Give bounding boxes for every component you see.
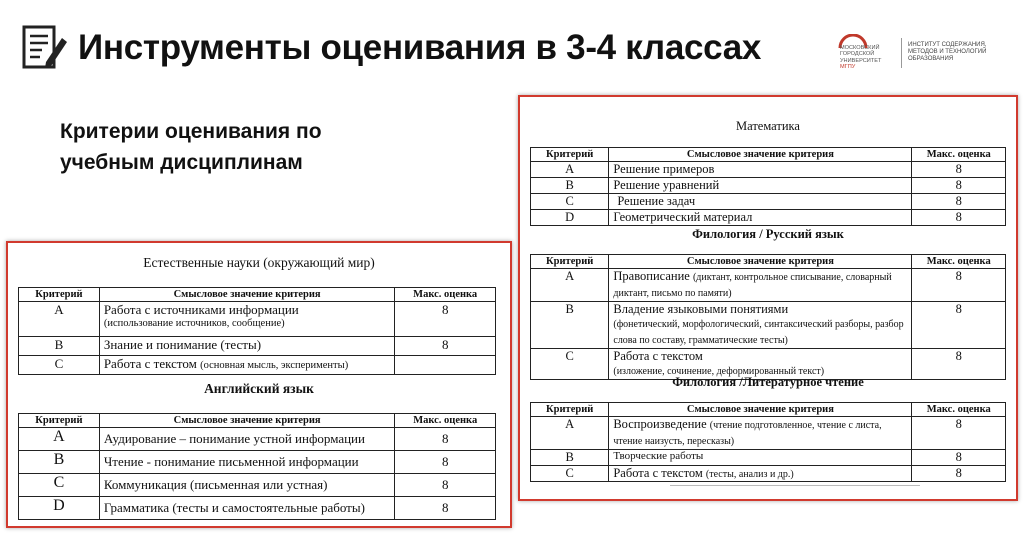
table-header-row: Критерий Смысловое значение критерия Макс. оценка <box>19 414 496 428</box>
table-row: C Коммуникация (письменная или устная) 8 <box>19 474 496 497</box>
table-row: C Работа с текстом (изложение, сочинение, деформированный текст) 8 <box>531 349 1006 380</box>
table-row: C Работа с текстом (тесты, анализ и др.) 8 <box>531 466 1006 482</box>
logo-divider <box>901 38 902 68</box>
table-row: A Аудирование – понимание устной информации 8 <box>19 428 496 451</box>
cropped-text-line <box>670 485 920 486</box>
science-heading: Естественные науки (окружающий мир) <box>143 255 375 270</box>
university-name: МОСКОВСКИЙ ГОРОДСКОЙ УНИВЕРСИТЕТ МГПУ <box>840 45 882 71</box>
table-row: B Владение языковыми понятиями (фонетический, морфологический, синтаксический разборы, разбор слова по составу, грамматические тесты) 8 <box>531 302 1006 349</box>
left-criteria-panel <box>6 241 512 528</box>
page-title: Инструменты оценивания в 3-4 классах <box>78 28 762 67</box>
right-criteria-panel <box>518 95 1018 501</box>
table-row: B Творческие работы 8 <box>531 450 1006 466</box>
table-row: A Решение примеров 8 <box>531 162 1006 178</box>
table-row: B Решение уравнений 8 <box>531 178 1006 194</box>
english-heading: Английский язык <box>204 381 314 396</box>
document-pen-icon <box>20 22 70 74</box>
table-row: A Работа с источниками информации (использование источников, сообщение) 8 <box>19 302 496 337</box>
math-criteria-table <box>530 147 1006 226</box>
literature-criteria-table <box>530 402 1006 482</box>
section-subtitle: Критерии оценивания по учебным дисциплинам <box>60 120 322 174</box>
institute-name: ИНСТИТУТ СОДЕРЖАНИЯ, МЕТОДОВ И ТЕХНОЛОГИЙ ОБРАЗОВАНИЯ <box>908 42 987 62</box>
table-header-row: Критерий Смысловое значение критерия Макс. оценка <box>19 288 496 302</box>
table-row: C Решение задач 8 <box>531 194 1006 210</box>
table-row: C Работа с текстом (основная мысль, эксперименты) <box>19 356 496 375</box>
table-row: A Воспроизведение (чтение подготовленное, чтение с листа, чтение наизусть, пересказы) 8 <box>531 417 1006 450</box>
table-header-row: Критерий Смысловое значение критерия Макс. оценка <box>531 403 1006 417</box>
university-logo <box>838 34 1008 74</box>
table-row: A Правописание (диктант, контрольное списывание, словарный диктант, письмо по памяти) 8 <box>531 269 1006 302</box>
literature-heading: Филология /Литературное чтение <box>672 375 864 389</box>
table-row: D Геометрический материал 8 <box>531 210 1006 226</box>
english-criteria-table <box>18 413 496 520</box>
table-header-row: Критерий Смысловое значение критерия Макс. оценка <box>531 255 1006 269</box>
table-header-row: Критерий Смысловое значение критерия Макс. оценка <box>531 148 1006 162</box>
math-heading: Математика <box>736 119 800 133</box>
science-criteria-table <box>18 287 496 375</box>
table-row: B Знание и понимание (тесты) 8 <box>19 337 496 356</box>
russian-criteria-table <box>530 254 1006 380</box>
table-row: D Грамматика (тесты и самостоятельные работы) 8 <box>19 497 496 520</box>
russian-heading: Филология / Русский язык <box>692 227 844 241</box>
table-row: B Чтение - понимание письменной информации 8 <box>19 451 496 474</box>
